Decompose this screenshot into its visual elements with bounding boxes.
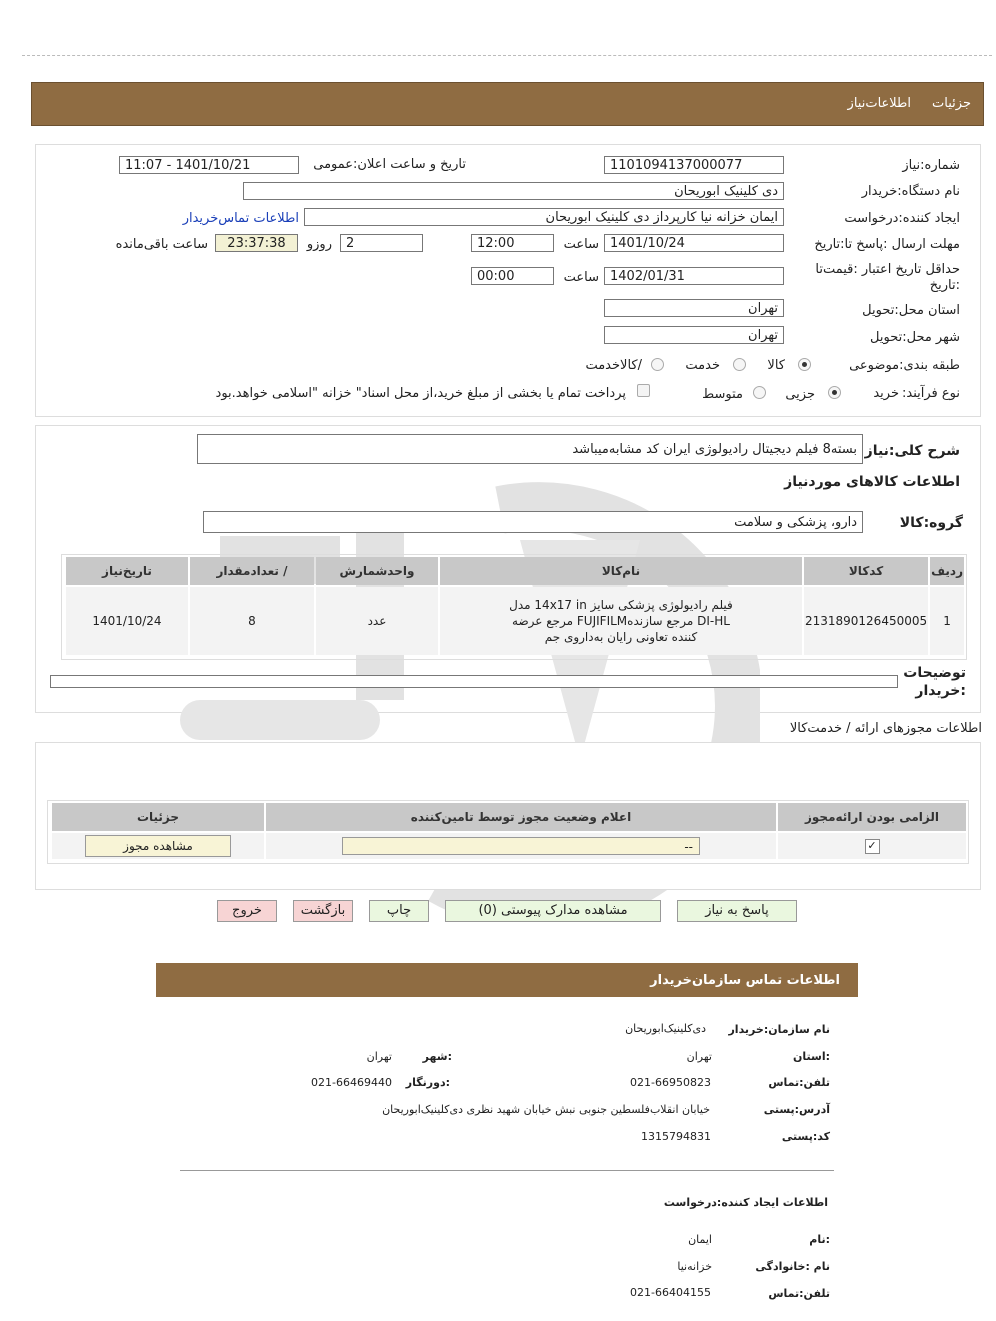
city-field: تهران: [604, 326, 784, 344]
col-code: کدکالا: [804, 557, 928, 585]
creator-phone-value: 021-66404155: [630, 1286, 711, 1299]
creator-label: ایجاد کننده:درخواست: [844, 211, 960, 226]
goods-table-header: [66, 557, 964, 585]
postal-value: 1315794831: [641, 1130, 711, 1143]
col-unit: واحدشمارش: [316, 557, 438, 585]
goods-group-field: دارو، پزشکی و سلامت: [203, 511, 863, 533]
goods-info-title: اطلاعات کالاهای موردنیاز: [784, 474, 960, 490]
row-qty: 8: [190, 587, 314, 655]
view-permit-button[interactable]: مشاهده مجوز: [85, 835, 231, 857]
col-date: تاریخ‌نیاز: [66, 557, 188, 585]
table-row: [66, 587, 964, 655]
address-value: خیابان انقلاب‌فلسطین جنوبی نبش خیابان شهید نظری دی‌کلینیک‌ابوریحان: [382, 1103, 710, 1116]
top-divider: [22, 55, 992, 56]
contact-phone-value: 021-66950823: [630, 1076, 711, 1089]
contact-province-label: :استان: [793, 1050, 830, 1063]
back-button[interactable]: بازگشت: [293, 900, 353, 922]
col-name: نام‌کالا: [440, 557, 802, 585]
permit-required-checkbox[interactable]: ✓: [865, 839, 880, 854]
buyer-notes-field: [50, 675, 898, 688]
contact-province-value: تهران: [686, 1050, 712, 1063]
deadline-time-label: ساعت: [563, 237, 599, 252]
row-unit: عدد: [316, 587, 438, 655]
goods-group-label: گروه:کالا: [899, 515, 963, 531]
exit-button[interactable]: خروج: [217, 900, 277, 922]
process-label: نوع فرآیند:: [902, 386, 960, 401]
creator-field: ایمان خزانه نیا کارپرداز دی کلینیک ابوریحان: [304, 208, 784, 226]
permit-details-cell: [52, 833, 264, 859]
process-medium-label: متوسط: [702, 387, 743, 402]
province-field: تهران: [604, 299, 784, 317]
goods-table: [64, 555, 966, 657]
remaining-time-field: 23:37:38: [215, 234, 298, 252]
permit-status-cell: [266, 833, 776, 859]
contact-title: اطلاعات تماس سازمان‌خریدار: [650, 973, 840, 988]
buyer-notes-label: توضیحات: [903, 665, 966, 681]
goods-table-wrapper: [61, 554, 967, 660]
creator-name-label: :نام: [809, 1233, 830, 1246]
category-service-radio[interactable]: [733, 358, 746, 371]
header-details-link[interactable]: جزئیات: [932, 96, 971, 111]
buyer-label: نام دستگاه:خریدار: [861, 184, 960, 199]
contact-header: [156, 963, 858, 997]
contact-city-value: تهران: [366, 1050, 392, 1063]
validity-time-label: ساعت: [563, 270, 599, 285]
validity-date-field: 1402/01/31: [604, 267, 784, 285]
permit-required-cell: [778, 833, 966, 859]
fax-label: :دورنگار: [405, 1076, 450, 1089]
contact-divider: [180, 1170, 834, 1171]
announce-field: 1401/10/21 - 11:07: [119, 156, 299, 174]
category-goods-radio[interactable]: [798, 358, 811, 371]
creator-name-value: ایمان: [688, 1233, 712, 1246]
address-label: آدرس:پستی: [763, 1103, 830, 1116]
col-permit-details: جزئیات: [52, 803, 264, 831]
validity-time-field: 00:00: [471, 267, 554, 285]
category-label: طبقه بندی:موضوعی: [849, 358, 960, 373]
row-name-cell: [440, 587, 802, 655]
need-number-field: 1101094137000077: [604, 156, 784, 174]
contact-phone-label: تلفن:تماس: [768, 1076, 830, 1089]
days-label: روزو: [306, 237, 332, 252]
description-label: شرح کلی:نیاز: [864, 443, 960, 459]
category-service-label: خدمت: [685, 358, 720, 373]
remaining-label: ساعت باقی‌مانده: [115, 237, 208, 252]
permits-table: [50, 801, 968, 861]
view-documents-button[interactable]: مشاهده مدارک پیوستی (0): [445, 900, 661, 922]
row-date: 1401/10/24: [66, 587, 188, 655]
page-header: [31, 82, 984, 126]
description-field: بسته8 فیلم دیجیتال رادیولوژی ایران کد مشابه‌میباشد: [197, 434, 863, 464]
col-permit-required: الزامی بودن ارائه‌مجوز: [778, 803, 966, 831]
category-both-radio[interactable]: [651, 358, 664, 371]
announce-label: تاریخ و ساعت اعلان:عمومی: [313, 157, 466, 172]
process-partial-radio[interactable]: [828, 386, 841, 399]
table-row: [52, 833, 966, 859]
category-goods-label: کالا: [767, 358, 785, 373]
header-info-link[interactable]: اطلاعات‌نیاز: [847, 96, 911, 111]
deadline-date-field: 1401/10/24: [604, 234, 784, 252]
city-label: شهر محل:تحویل: [870, 330, 960, 345]
deadline-time-field: 12:00: [471, 234, 554, 252]
validity-label: حداقل تاریخ اعتبار :قیمت‌تا: [815, 262, 960, 277]
creator-phone-label: تلفن:تماس: [768, 1287, 830, 1300]
treasury-payment-note: پرداخت تمام یا بخشی از مبلغ خرید،از محل اسناد" خزانه "اسلامی خواهد.بود: [215, 386, 626, 401]
col-index: ردیف: [930, 557, 964, 585]
permit-status-field: --: [342, 837, 700, 855]
buyer-field: دی کلینیک ابوریحان: [243, 182, 784, 200]
postal-label: کد:پستی: [781, 1130, 830, 1143]
process-medium-radio[interactable]: [753, 386, 766, 399]
col-permit-status: اعلام وضعیت مجوز توسط تامین‌کننده: [266, 803, 776, 831]
org-label: نام سازمان:خریدار: [728, 1023, 830, 1036]
process-buy-label: خرید: [873, 386, 899, 401]
category-both-label: /کالاخدمت: [585, 358, 642, 373]
need-number-label: شماره:نیاز: [902, 158, 960, 173]
creator-family-value: خزانه‌نیا: [677, 1260, 712, 1273]
permits-title: اطلاعات مجوزهای ارائه / خدمت‌کالا: [789, 721, 982, 736]
province-label: استان محل:تحویل: [862, 303, 960, 318]
contact-city-label: :شهر: [422, 1050, 452, 1063]
creator-family-label: نام :خانوادگی: [755, 1260, 830, 1273]
row-index: 1: [930, 587, 964, 655]
days-field: 2: [340, 234, 423, 252]
col-qty: / تعدادمقدار: [190, 557, 314, 585]
reply-button[interactable]: پاسخ به نیاز: [677, 900, 797, 922]
creator-info-title: اطلاعات ایجاد کننده:درخواست: [663, 1196, 828, 1209]
row-name: فیلم رادیولوژی پزشکی سایز 14x17 in مدل DI-HL مرجع سازندهFUJIFILM مرجع عرضه کننده تعاونی رایان به‌داروی جم: [509, 598, 733, 644]
row-code: 2131890126450005: [804, 587, 928, 655]
validity-label-2: :تاریخ: [929, 278, 960, 293]
fax-value: 021-66469440: [311, 1076, 392, 1089]
print-button[interactable]: چاپ: [369, 900, 429, 922]
org-value: دی‌کلینیک‌ابوریحان: [625, 1022, 706, 1035]
deadline-label: مهلت ارسال :پاسخ تا:تاریخ: [814, 237, 960, 252]
buyer-contact-link[interactable]: اطلاعات تماس‌خریدار: [182, 211, 299, 226]
permits-table-header: [52, 803, 966, 831]
buyer-notes-label-2: :خریدار: [915, 683, 966, 699]
permits-table-wrapper: [47, 800, 969, 864]
treasury-payment-checkbox[interactable]: [637, 384, 650, 397]
process-partial-label: جزیی: [785, 387, 815, 402]
